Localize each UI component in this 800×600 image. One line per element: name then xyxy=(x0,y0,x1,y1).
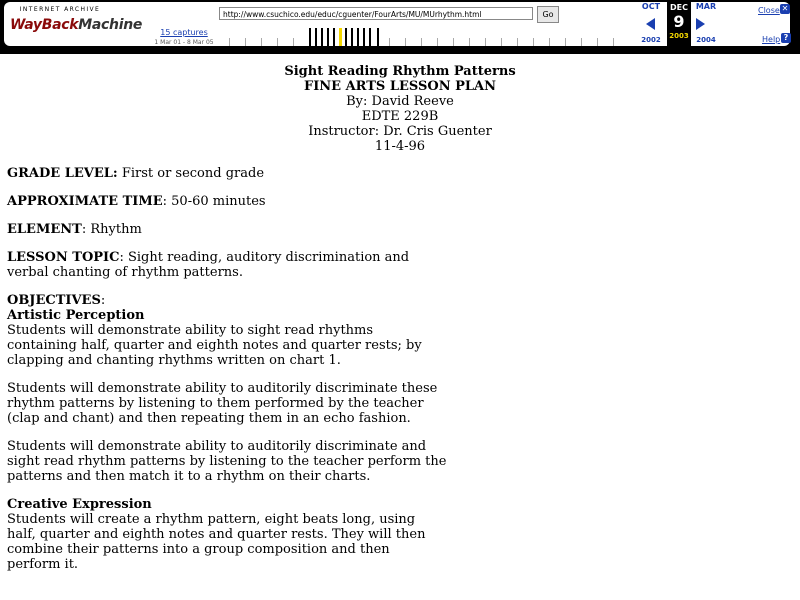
url-input[interactable]: http://www.csuchico.edu/educ/cguenter/FourArts/MU/MUrhythm.html xyxy=(219,7,533,20)
grade-level-value: First or second grade xyxy=(117,166,265,181)
captures-range: 1 Mar 01 - 8 Mar 05 xyxy=(154,39,214,46)
objectives-colon: : xyxy=(100,293,106,308)
element-label: ELEMENT xyxy=(7,222,82,237)
author-line: By: David Reeve xyxy=(346,94,454,109)
current-year: 2003 xyxy=(669,32,689,40)
close-link[interactable]: Close xyxy=(758,6,780,15)
creative-objective-1: Students will create a rhythm pattern, eight beats long, using half, quarter and eighth notes and quarter rests. They will then combine their patterns into a group composition and then perform it. xyxy=(7,512,426,572)
topic-value: : Sight reading, auditory discrimination and verbal chanting of rhythm patterns. xyxy=(7,250,410,280)
logo-main-part-1: WayBack xyxy=(10,17,79,33)
artistic-objective-2: Students will demonstrate ability to auditorily discriminate these rhythm patterns by listening to them performed by the teacher (clap and chant) and then repeating them in an echo fashion. xyxy=(7,381,438,426)
close-icon[interactable]: ✕ xyxy=(781,4,789,13)
course-line: EDTE 229B xyxy=(361,109,439,124)
help-link[interactable]: Help xyxy=(762,35,781,44)
next-year-label[interactable]: 2004 xyxy=(696,36,716,44)
captures-link[interactable]: 15 captures xyxy=(160,28,208,37)
page-subtitle: FINE ARTS LESSON PLAN xyxy=(303,79,497,94)
current-day: 9 xyxy=(673,12,685,31)
time-label: APPROXIMATE TIME xyxy=(7,194,163,209)
logo-top-text: INTERNET ARCHIVE xyxy=(19,6,101,13)
logo-main-part-2: Machine xyxy=(78,17,143,33)
topic-label: LESSON TOPIC xyxy=(7,250,120,265)
creative-expression-heading: Creative Expression xyxy=(7,497,152,512)
capture-sparkline[interactable] xyxy=(229,26,629,46)
go-button[interactable]: Go xyxy=(537,6,559,23)
next-capture-arrow-icon[interactable] xyxy=(696,18,705,30)
page-title: Sight Reading Rhythm Patterns xyxy=(284,64,516,79)
wayback-toolbar-panel xyxy=(4,2,790,46)
prev-capture-arrow-icon[interactable] xyxy=(646,18,655,30)
creative-expression xyxy=(7,497,447,572)
lesson-topic xyxy=(7,250,447,280)
artistic-objective-3: Students will demonstrate ability to auditorily discriminate and sight read rhythm patterns by listening to the teacher perform the patterns and then match it to a rhythm on their charts. xyxy=(7,439,447,484)
next-month-label[interactable]: MAR xyxy=(695,2,717,11)
wayback-toolbar xyxy=(0,0,800,54)
current-capture-date xyxy=(667,2,691,48)
element xyxy=(7,222,447,237)
current-month: DEC xyxy=(670,3,688,12)
artistic-perception-heading: Artistic Perception xyxy=(7,308,145,323)
help-icon[interactable]: ? xyxy=(781,33,791,43)
grade-level-label: GRADE LEVEL: xyxy=(7,166,118,181)
grade-level xyxy=(7,166,447,181)
prev-year-label[interactable]: 2002 xyxy=(641,36,661,44)
prev-month-label[interactable]: OCT xyxy=(641,2,661,11)
objectives xyxy=(7,293,447,368)
lesson-body xyxy=(7,166,447,585)
date-line: 11-4-96 xyxy=(374,139,426,154)
artistic-objective-1: Students will demonstrate ability to sight read rhythms containing half, quarter and eighth notes and quarter rests; by clapping and chanting rhythms written on chart 1. xyxy=(7,323,422,368)
time-value: : 50-60 minutes xyxy=(162,194,266,209)
element-value: : Rhythm xyxy=(81,222,142,237)
logo-main-text xyxy=(10,17,143,33)
lesson-header xyxy=(0,64,800,154)
wayback-logo[interactable] xyxy=(10,5,143,41)
captures-info xyxy=(144,28,224,46)
approximate-time xyxy=(7,194,447,209)
objectives-label: OBJECTIVES xyxy=(7,293,101,308)
instructor-line: Instructor: Dr. Cris Guenter xyxy=(308,124,492,139)
